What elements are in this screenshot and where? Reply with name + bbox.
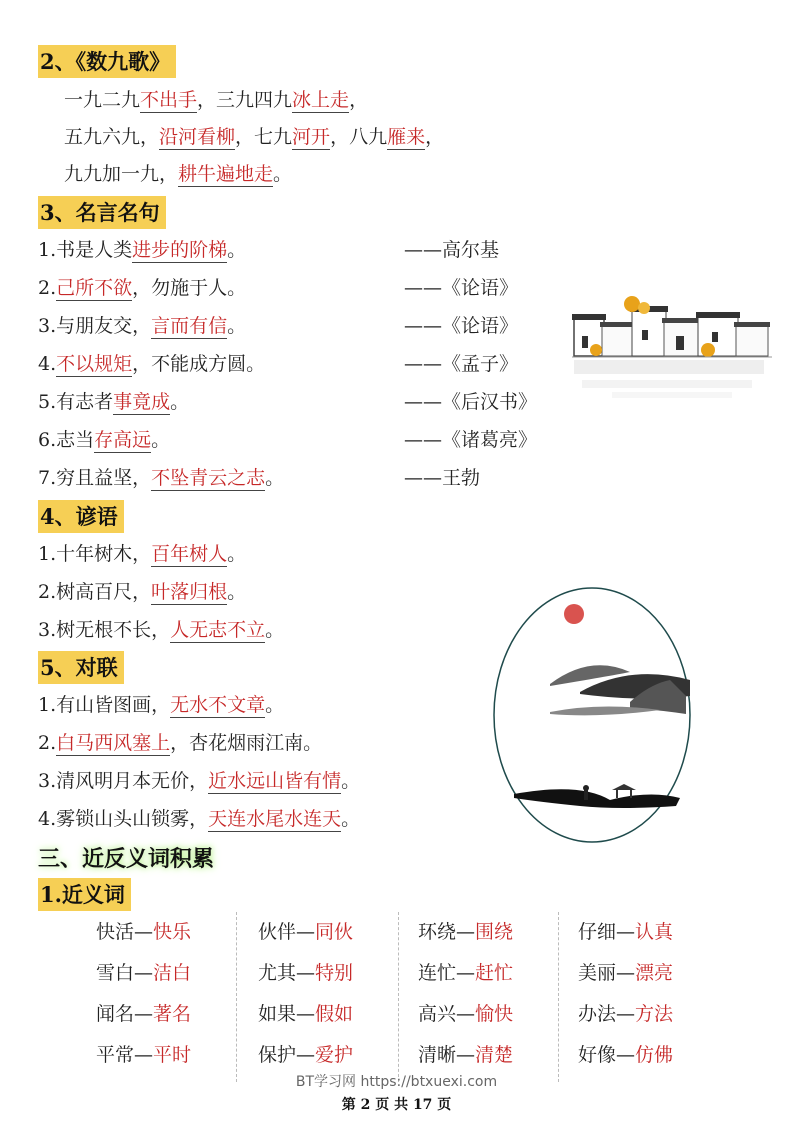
synonym-answer: 洁白 xyxy=(153,962,192,984)
synonym-answer: 清楚 xyxy=(475,1044,514,1066)
synonym-word: 伙伴— xyxy=(258,921,316,943)
column-divider xyxy=(236,912,237,1082)
quote-source: ——王勃 xyxy=(404,467,481,489)
synonym-column xyxy=(578,912,728,1076)
prompt-text: 4. xyxy=(38,353,57,375)
synonym-pair xyxy=(258,994,408,1035)
synonym-answer: 爱护 xyxy=(315,1044,354,1066)
answer-text: 沿河看柳 xyxy=(159,126,236,148)
answer-text: 事竟成 xyxy=(113,391,171,413)
quote-source: ——《论语》 xyxy=(404,277,519,299)
quote-line xyxy=(38,463,284,493)
prompt-text: 3.与朋友交， xyxy=(38,315,152,337)
prompt-text: ， xyxy=(349,89,369,111)
quote-source: ——《后汉书》 xyxy=(404,391,538,413)
quote-line xyxy=(38,311,246,341)
synonym-word: 保护— xyxy=(258,1044,316,1066)
quote-line xyxy=(38,425,170,455)
synonym-word: 清晰— xyxy=(418,1044,476,1066)
answer-text: 己所不欲 xyxy=(56,277,133,299)
synonym-pair xyxy=(418,994,568,1035)
prompt-text: ，七九 xyxy=(235,126,293,148)
synonym-answer: 假如 xyxy=(315,1003,354,1025)
answer-text: 冰上走 xyxy=(292,89,350,111)
watermark-url: BT学习网 https://btxuexi.com xyxy=(295,1074,498,1090)
prompt-text: ，八九 xyxy=(330,126,388,148)
prompt-text: 。 xyxy=(273,163,293,185)
quote-line xyxy=(38,387,189,417)
prompt-text: 九九加一九， xyxy=(64,163,179,185)
prompt-text: 。 xyxy=(227,315,247,337)
prompt-text: 一九二九 xyxy=(64,89,141,111)
synonym-answer: 方法 xyxy=(635,1003,674,1025)
proverb-line xyxy=(38,577,246,607)
proverb-line xyxy=(38,539,246,569)
synonym-answer: 平时 xyxy=(153,1044,192,1066)
prompt-text: 1.书是人类 xyxy=(38,239,133,261)
prompt-text: 。 xyxy=(341,770,361,792)
quote-source: ——《孟子》 xyxy=(404,353,519,375)
synonym-grid xyxy=(90,912,710,1082)
synonym-pair xyxy=(578,1035,728,1076)
answer-text: 河开 xyxy=(292,126,331,148)
prompt-text: 。 xyxy=(265,694,285,716)
synonym-word: 美丽— xyxy=(578,962,636,984)
synonym-answer: 仿佛 xyxy=(635,1044,674,1066)
synonym-answer: 认真 xyxy=(635,921,674,943)
section-title-synonyms-antonyms: 三、近反义词积累 xyxy=(38,846,215,872)
synonym-word: 连忙— xyxy=(418,962,476,984)
prompt-text: ，三九四九 xyxy=(197,89,293,111)
prompt-text: 五九六九， xyxy=(64,126,160,148)
synonym-column xyxy=(96,912,246,1076)
prompt-text: 5.有志者 xyxy=(38,391,114,413)
synonym-column xyxy=(258,912,408,1076)
answer-text: 不以规矩 xyxy=(56,353,133,375)
answer-text: 言而有信 xyxy=(151,315,228,337)
prompt-text: 。 xyxy=(227,581,247,603)
prompt-text: 3.树无根不长， xyxy=(38,619,171,641)
column-divider xyxy=(558,912,559,1082)
synonym-word: 快活— xyxy=(96,921,154,943)
prompt-text: ，不能成方圆。 xyxy=(132,353,266,375)
synonym-pair xyxy=(258,912,408,953)
synonym-answer: 快乐 xyxy=(153,921,192,943)
synonym-pair xyxy=(418,953,568,994)
synonym-word: 平常— xyxy=(96,1044,154,1066)
answer-text: 不出手 xyxy=(140,89,198,111)
proverb-line xyxy=(38,615,284,645)
quote-line xyxy=(38,235,246,265)
quote-line xyxy=(38,349,265,379)
column-divider xyxy=(398,912,399,1082)
synonym-word: 环绕— xyxy=(418,921,476,943)
synonym-column xyxy=(418,912,568,1076)
prompt-text: 6.志当 xyxy=(38,429,95,451)
village-painting-illustration xyxy=(572,296,772,416)
quote-source: ——高尔基 xyxy=(404,239,500,261)
quote-source: ——《论语》 xyxy=(404,315,519,337)
synonym-pair xyxy=(578,953,728,994)
section-heading-synonyms: 1.近义词 xyxy=(38,878,131,911)
synonym-pair xyxy=(418,1035,568,1076)
synonym-pair xyxy=(578,994,728,1035)
prompt-text: ，勿施于人。 xyxy=(132,277,247,299)
synonym-pair xyxy=(578,912,728,953)
prompt-text: 。 xyxy=(265,467,285,489)
answer-text: 人无志不立 xyxy=(170,619,266,641)
synonym-answer: 著名 xyxy=(153,1003,192,1025)
oval-landscape-illustration xyxy=(490,584,694,846)
prompt-text: ，杏花烟雨江南。 xyxy=(170,732,323,754)
prompt-text: 3.清风明月本无价， xyxy=(38,770,209,792)
section-heading-proverbs: 4、谚语 xyxy=(38,500,124,533)
answer-text: 耕牛遍地走 xyxy=(178,163,274,185)
prompt-text: 1.有山皆图画， xyxy=(38,694,171,716)
poem-line xyxy=(64,122,444,152)
couplet-line xyxy=(38,690,284,720)
prompt-text: 。 xyxy=(227,239,247,261)
synonym-word: 高兴— xyxy=(418,1003,476,1025)
answer-text: 天连水尾水连天 xyxy=(208,808,342,830)
prompt-text: 2.树高百尺， xyxy=(38,581,152,603)
prompt-text: 7.穷且益坚， xyxy=(38,467,152,489)
answer-text: 进步的阶梯 xyxy=(132,239,228,261)
synonym-answer: 围绕 xyxy=(475,921,514,943)
prompt-text: 。 xyxy=(170,391,190,413)
synonym-word: 尤其— xyxy=(258,962,316,984)
answer-text: 不坠青云之志 xyxy=(151,467,266,489)
synonym-answer: 同伙 xyxy=(315,921,354,943)
quote-line xyxy=(38,273,246,303)
synonym-pair xyxy=(258,953,408,994)
section-heading-quotes: 3、名言名句 xyxy=(38,196,166,229)
answer-text: 近水远山皆有情 xyxy=(208,770,342,792)
page-number: 第 2 页 共 17 页 xyxy=(341,1097,452,1113)
prompt-text: ， xyxy=(425,126,445,148)
poem-line xyxy=(64,85,368,115)
answer-text: 百年树人 xyxy=(151,543,228,565)
synonym-word: 办法— xyxy=(578,1003,636,1025)
prompt-text: 1.十年树木， xyxy=(38,543,152,565)
synonym-word: 仔细— xyxy=(578,921,636,943)
section-heading-shujiuge: 2、《数九歌》 xyxy=(38,45,176,78)
answer-text: 存高远 xyxy=(94,429,152,451)
synonym-answer: 漂亮 xyxy=(635,962,674,984)
prompt-text: 2. xyxy=(38,732,57,754)
synonym-answer: 赶忙 xyxy=(475,962,514,984)
synonym-pair xyxy=(418,912,568,953)
quote-source: ——《诸葛亮》 xyxy=(404,429,538,451)
synonym-pair xyxy=(96,912,246,953)
couplet-line xyxy=(38,804,360,834)
answer-text: 无水不文章 xyxy=(170,694,266,716)
prompt-text: 。 xyxy=(265,619,285,641)
prompt-text: 。 xyxy=(227,543,247,565)
prompt-text: 。 xyxy=(341,808,361,830)
synonym-word: 如果— xyxy=(258,1003,316,1025)
couplet-line xyxy=(38,766,360,796)
synonym-pair xyxy=(96,1035,246,1076)
prompt-text: 4.雾锁山头山锁雾， xyxy=(38,808,209,830)
synonym-word: 闻名— xyxy=(96,1003,154,1025)
synonym-pair xyxy=(96,994,246,1035)
answer-text: 白马西风塞上 xyxy=(56,732,171,754)
red-sun-icon xyxy=(564,604,584,624)
prompt-text: 。 xyxy=(151,429,171,451)
poem-line xyxy=(64,159,292,189)
synonym-answer: 特别 xyxy=(315,962,354,984)
couplet-line xyxy=(38,728,322,758)
synonym-pair xyxy=(258,1035,408,1076)
answer-text: 雁来 xyxy=(387,126,426,148)
synonym-word: 雪白— xyxy=(96,962,154,984)
synonym-pair xyxy=(96,953,246,994)
synonym-answer: 愉快 xyxy=(475,1003,514,1025)
answer-text: 叶落归根 xyxy=(151,581,228,603)
section-heading-couplets: 5、对联 xyxy=(38,651,124,684)
prompt-text: 2. xyxy=(38,277,57,299)
synonym-word: 好像— xyxy=(578,1044,636,1066)
